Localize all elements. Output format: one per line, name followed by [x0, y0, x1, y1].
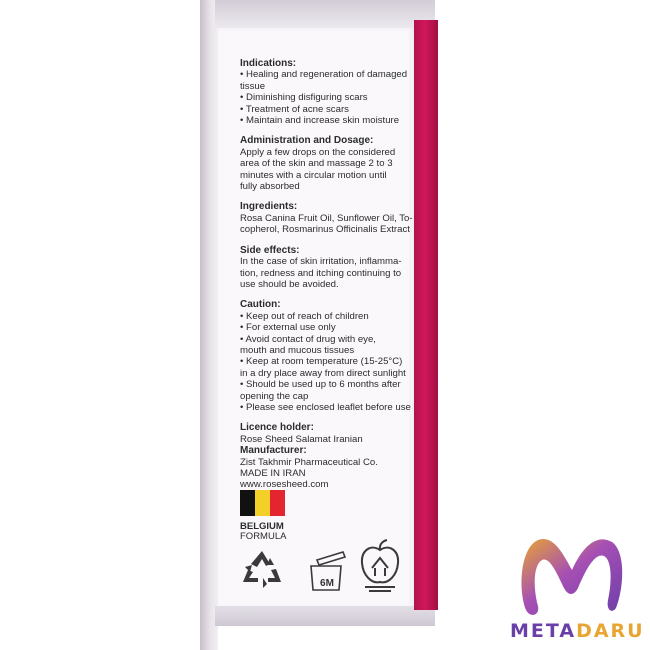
- text-line: in a dry place away from direct sunlight: [240, 367, 406, 379]
- section-licence: [240, 422, 410, 445]
- section-caution: [240, 299, 410, 413]
- section-side-effects: [240, 245, 410, 291]
- section-heading: Indications:: [240, 58, 297, 69]
- metadaru-logo-text: [510, 620, 645, 642]
- box-top-edge: [215, 0, 435, 28]
- text-line: fully absorbed: [240, 181, 300, 193]
- text-line: • Should be used up to 6 months after: [240, 379, 401, 391]
- section-heading: Caution:: [240, 299, 281, 311]
- text-line: Apply a few drops on the considered: [240, 146, 396, 158]
- text-line: • For external use only: [240, 322, 336, 334]
- text-line: • Diminishing disfiguring scars: [240, 92, 368, 104]
- text-line: minutes with a circular motion until: [240, 169, 387, 181]
- section-indications: [240, 58, 410, 126]
- logo-text-part1: META: [510, 620, 577, 642]
- text-line: • Keep at room temperature (15-25°C): [240, 356, 403, 368]
- text-line: tion, redness and itching continuing to: [240, 267, 402, 279]
- section-ingredients: [240, 201, 413, 236]
- section-manufacturer: [240, 445, 410, 491]
- section-dosage: [240, 135, 410, 192]
- section-heading: Administration and Dosage:: [240, 135, 374, 147]
- text-line: Zist Takhmir Pharmaceutical Co.: [240, 456, 378, 468]
- flag-caption: [240, 522, 286, 542]
- text-line: • Maintain and increase skin moisture: [240, 115, 400, 127]
- text-line: • Please see enclosed leaflet before use: [240, 401, 411, 413]
- section-heading: Ingredients:: [240, 201, 298, 213]
- text-line: copherol, Rosmarinus Officinalis Extract: [240, 224, 410, 236]
- text-line: Rose Sheed Salamat Iranian: [240, 433, 363, 445]
- text-line: • Keep out of reach of children: [240, 310, 369, 322]
- text-line: • Treatment of acne scars: [240, 103, 349, 115]
- text-line: tissue: [240, 80, 266, 92]
- text-line: • Healing and regeneration of damaged: [240, 69, 408, 81]
- section-heading: Licence holder:: [240, 422, 314, 434]
- flag-caption-line1: BELGIUM: [240, 521, 284, 532]
- logo-text-part2: DARU: [576, 620, 645, 642]
- text-line: mouth and mucous tissues: [240, 344, 355, 356]
- box-left-edge: [200, 0, 218, 650]
- belgium-flag-icon: [240, 490, 285, 516]
- period-after-opening-label: 6M: [320, 578, 334, 589]
- product-info-text: [240, 58, 413, 500]
- text-line: opening the cap: [240, 390, 309, 402]
- irfda-logo-icon: [357, 538, 403, 594]
- box-bottom-edge: [215, 606, 435, 626]
- box-right-side: [414, 20, 438, 610]
- section-heading: Side effects:: [240, 244, 300, 256]
- text-line: www.rosesheed.com: [240, 479, 329, 491]
- text-line: use should be avoided.: [240, 278, 339, 290]
- text-line: MADE IN IRAN: [240, 468, 306, 479]
- flag-caption-line2: FORMULA: [240, 531, 287, 542]
- text-line: Rosa Canina Fruit Oil, Sunflower Oil, To-: [240, 212, 413, 224]
- section-heading: Manufacturer:: [240, 445, 307, 457]
- text-line: • Avoid contact of drug with eye,: [240, 333, 376, 345]
- text-line: area of the skin and massage 2 to 3: [240, 158, 393, 170]
- text-line: In the case of skin irritation, inflamma-: [240, 256, 402, 268]
- recycle-icon: [240, 548, 284, 588]
- metadaru-logo-icon: [512, 530, 632, 620]
